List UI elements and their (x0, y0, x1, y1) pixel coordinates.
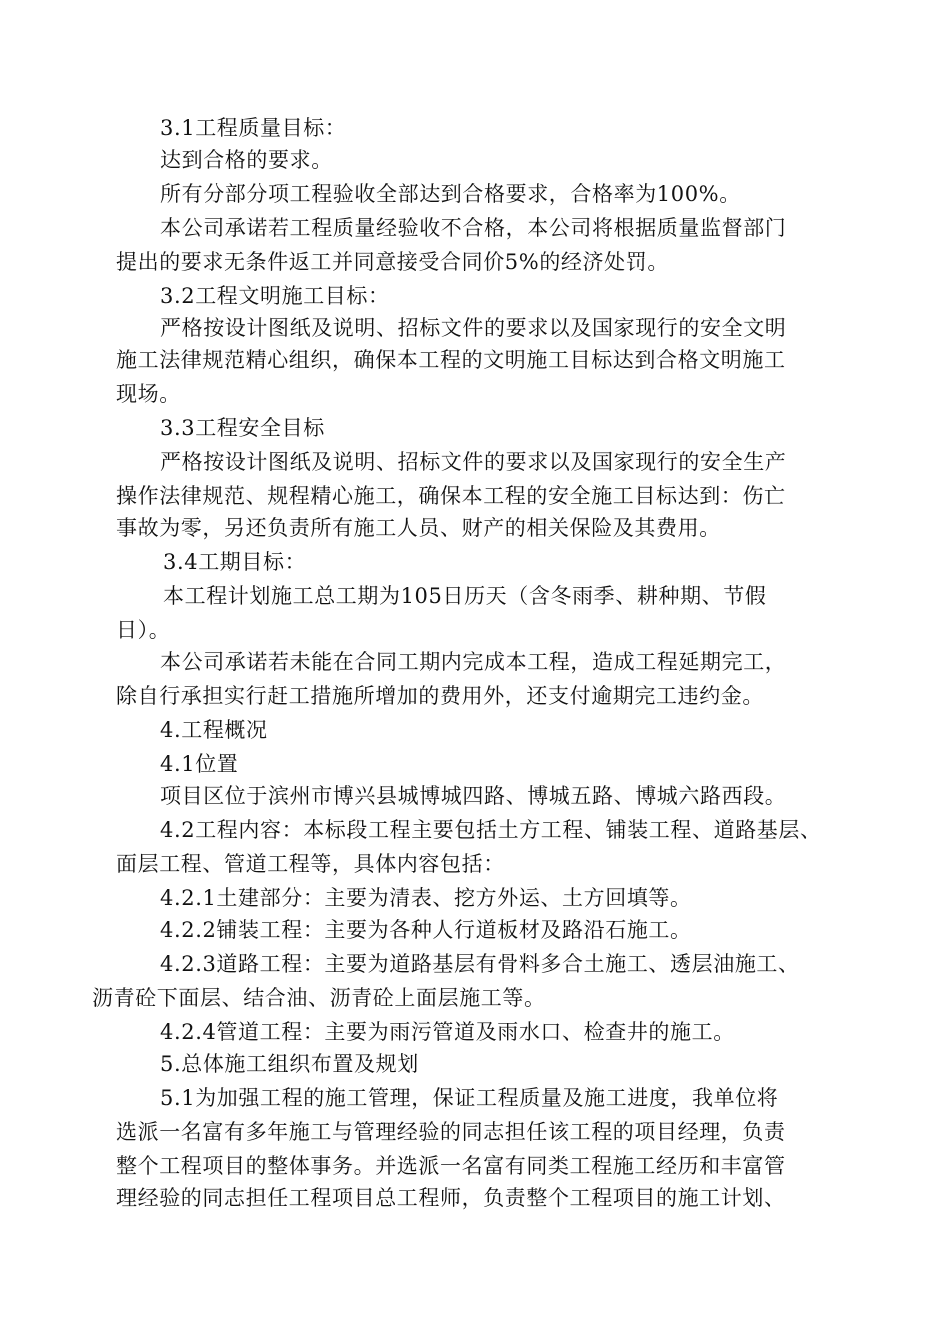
section-heading-quality-goal: 3.1工程质量目标： (160, 116, 347, 140)
list-item-paving-works: 4.2.2铺装工程：主要为各种人行道板材及路沿石施工。 (160, 918, 692, 942)
section-heading-safety-goal: 3.3工程安全目标 (160, 416, 325, 440)
body-line: 严格按设计图纸及说明、招标文件的要求以及国家现行的安全生产 (160, 450, 787, 474)
body-line: 所有分部分项工程验收全部达到合格要求，合格率为100%。 (160, 182, 741, 206)
body-line: 整个工程项目的整体事务。并选派一名富有同类工程施工经历和丰富管 (116, 1154, 786, 1178)
body-line: 本公司承诺若未能在合同工期内完成本工程，造成工程延期完工， (160, 650, 787, 674)
section-heading-schedule-goal: 3.4工期目标： (163, 550, 307, 574)
body-line: 沥青砼下面层、结合油、沥青砼上面层施工等。 (92, 986, 546, 1010)
body-line: 理经验的同志担任工程项目总工程师，负责整个工程项目的施工计划、 (116, 1186, 786, 1210)
body-line: 本公司承诺若工程质量经验收不合格，本公司将根据质量监督部门 (160, 216, 787, 240)
body-line: 5.1为加强工程的施工管理，保证工程质量及施工进度，我单位将 (160, 1086, 779, 1110)
section-heading-organization-plan: 5.总体施工组织布置及规划 (160, 1052, 419, 1076)
body-line: 项目区位于滨州市博兴县城博城四路、博城五路、博城六路西段。 (160, 784, 787, 808)
list-item-civil-works: 4.2.1土建部分：主要为清表、挖方外运、土方回填等。 (160, 886, 692, 910)
section-heading-project-content: 4.2工程内容：本标段工程主要包括土方工程、铺装工程、道路基层、 (160, 818, 822, 842)
body-line: 选派一名富有多年施工与管理经验的同志担任该工程的项目经理，负责 (116, 1120, 786, 1144)
body-line: 严格按设计图纸及说明、招标文件的要求以及国家现行的安全文明 (160, 316, 787, 340)
body-line: 施工法律规范精心组织，确保本工程的文明施工目标达到合格文明施工 (116, 348, 786, 372)
body-line: 达到合格的要求。 (160, 148, 333, 172)
section-heading-location: 4.1位置 (160, 752, 239, 776)
body-line: 日）。 (116, 618, 171, 642)
list-item-road-works: 4.2.3道路工程：主要为道路基层有骨料多合土施工、透层油施工、 (160, 952, 800, 976)
body-line: 提出的要求无条件返工并同意接受合同价5%的经济处罚。 (116, 250, 669, 274)
list-item-pipeline-works: 4.2.4管道工程：主要为雨污管道及雨水口、检查井的施工。 (160, 1020, 735, 1044)
body-line: 除自行承担实行赶工措施所增加的费用外，还支付逾期完工违约金。 (116, 684, 764, 708)
section-heading-civilized-construction-goal: 3.2工程文明施工目标： (160, 284, 390, 308)
body-line: 本工程计划施工总工期为105日历天（含冬雨季、耕种期、节假 (163, 584, 767, 608)
body-line: 操作法律规范、规程精心施工，确保本工程的安全施工目标达到：伤亡 (116, 484, 786, 508)
section-heading-project-overview: 4.工程概况 (160, 718, 268, 742)
body-line: 现场。 (116, 382, 181, 406)
body-line: 事故为零，另还负责所有施工人员、财产的相关保险及其费用。 (116, 516, 721, 540)
body-line: 面层工程、管道工程等，具体内容包括： (116, 852, 505, 876)
